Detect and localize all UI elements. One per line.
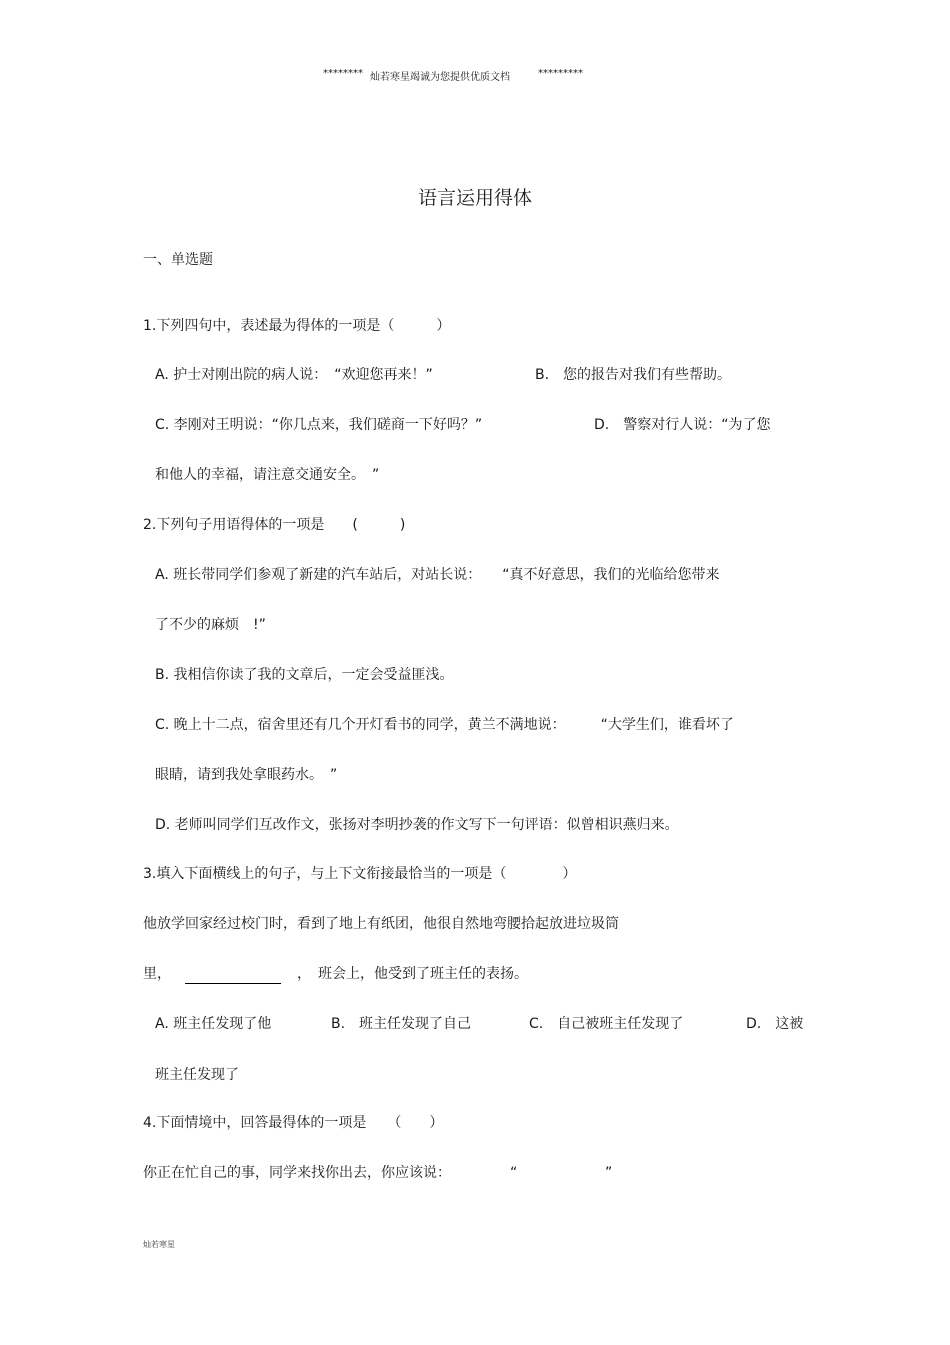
fill-in-blank	[185, 969, 281, 984]
q2-option-a: A. 班长带同学们参观了新建的汽车站后，对站长说： “真不好意思，我们的光临给您带来	[155, 567, 720, 583]
q2-option-a-continued: 了不少的麻烦 !”	[155, 617, 266, 633]
header-stars-left: ********	[323, 68, 363, 79]
q2-option-c-continued: 眼睛，请到我处拿眼药水。 ”	[155, 767, 338, 783]
q1-option-d: D. 警察对行人说：“为了您	[594, 417, 771, 433]
q3-option-a: A. 班主任发现了他	[155, 1016, 272, 1032]
document-title: 语言运用得体	[417, 187, 532, 209]
q2-option-d: D. 老师叫同学们互改作文，张扬对李明抄袭的作文写下一句评语：似曾相识燕归来。	[155, 817, 679, 833]
q4-quote-open: “	[510, 1165, 518, 1181]
q3-option-d-continued: 班主任发现了	[155, 1067, 239, 1083]
q4-quote-close: ”	[605, 1165, 613, 1181]
q3-option-c: C. 自己被班主任发现了	[529, 1016, 684, 1032]
header-text: 灿若寒星竭诚为您提供优质文档	[370, 72, 510, 83]
q3-passage-tail: ， 班会上，他受到了班主任的表扬。	[297, 966, 528, 982]
q3-passage-line2	[143, 964, 528, 984]
q1-option-c: C. 李刚对王明说：“你几点来，我们磋商一下好吗？”	[155, 417, 483, 433]
q1-stem: 1.下列四句中，表述最为得体的一项是（ ）	[143, 318, 451, 334]
q3-stem: 3.填入下面横线上的句子，与上下文衔接最恰当的一项是（ ）	[143, 866, 577, 882]
q3-option-b: B. 班主任发现了自己	[331, 1016, 472, 1032]
q3-passage-lead: 里，	[143, 966, 171, 982]
q2-option-b: B. 我相信你读了我的文章后，一定会受益匪浅。	[155, 667, 454, 683]
q3-option-d: D. 这被	[746, 1016, 804, 1032]
section-heading: 一、单选题	[143, 252, 213, 268]
header-stars-right: *********	[538, 68, 583, 79]
q1-option-a: A. 护士对刚出院的病人说： “欢迎您再来！”	[155, 367, 433, 383]
q1-option-b: B. 您的报告对我们有些帮助。	[535, 367, 732, 383]
q4-stem: 4.下面情境中，回答最得体的一项是 （ ）	[143, 1115, 444, 1131]
q4-passage: 你正在忙自己的事，同学来找你出去，你应该说：	[143, 1165, 451, 1181]
q3-passage-line1: 他放学回家经过校门时，看到了地上有纸团，他很自然地弯腰拾起放进垃圾筒	[143, 916, 619, 932]
q2-option-c: C. 晚上十二点，宿舍里还有几个开灯看书的同学，黄兰不满地说： “大学生们，谁看坏了	[155, 717, 734, 733]
q1-option-d-continued: 和他人的幸福，请注意交通安全。 ”	[155, 467, 380, 483]
footer-text: 灿若寒星	[143, 1240, 175, 1249]
q2-stem: 2.下列句子用语得体的一项是 ( )	[143, 517, 406, 533]
